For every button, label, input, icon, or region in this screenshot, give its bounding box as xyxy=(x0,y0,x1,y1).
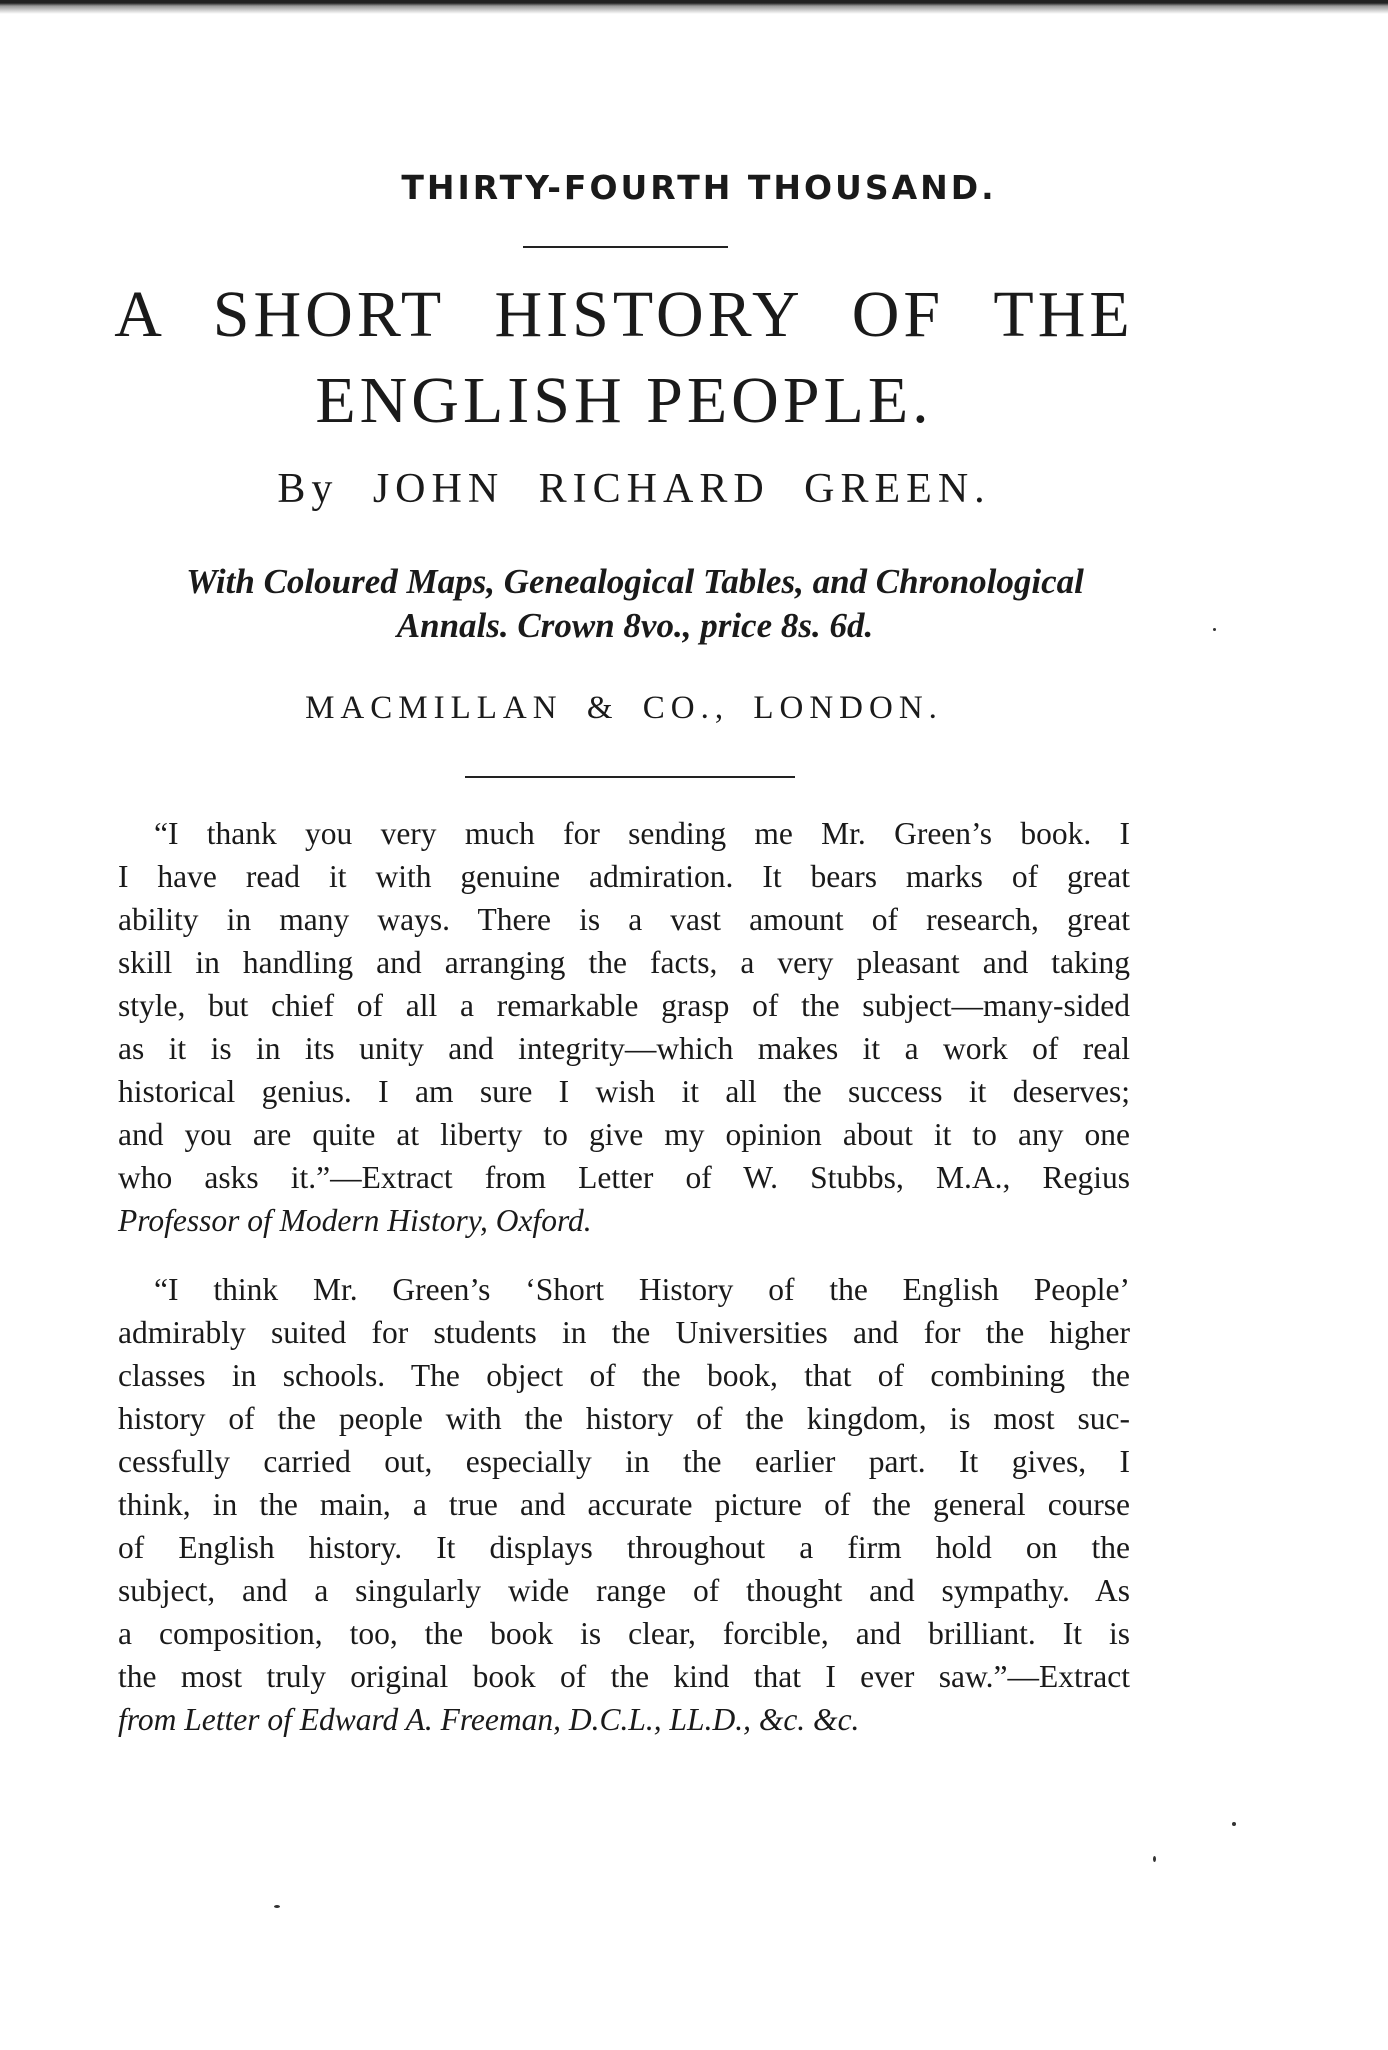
quote-line: as it is in its unity and integrity—which makes it a work of real xyxy=(118,1031,1130,1066)
quote-line: skill in handling and arranging the facts, a very pleasant and taking xyxy=(118,945,1130,980)
quote-line: from Letter of Edward A. Freeman, D.C.L., LL.D., &c. &c. xyxy=(118,1702,860,1737)
publisher-line: MACMILLAN & CO., LONDON. xyxy=(305,690,943,726)
scan-speck xyxy=(1153,1856,1156,1862)
quote-line: I have read it with genuine admiration. It bears marks of great xyxy=(118,859,1130,894)
quote-line: of English history. It displays throughout a firm hold on the xyxy=(118,1530,1130,1565)
quote-line: history of the people with the history of the kingdom, is most suc- xyxy=(118,1401,1130,1436)
quote-line: who asks it.”—Extract from Letter of W. Stubbs, M.A., Regius xyxy=(118,1160,1130,1195)
scan-speck xyxy=(274,1905,280,1908)
book-title xyxy=(0,272,1388,444)
divider-rule xyxy=(465,776,795,778)
quote-line: and you are quite at liberty to give my opinion about it to any one xyxy=(118,1117,1130,1152)
author-line: By JOHN RICHARD GREEN. xyxy=(277,466,991,512)
details-line-2: Annals. Crown 8vo., price 8s. 6d. xyxy=(396,606,874,645)
quote-line: ability in many ways. There is a vast amount of research, great xyxy=(118,902,1130,937)
title-line-2: ENGLISH PEOPLE. xyxy=(315,364,933,437)
edition-heading: THIRTY-FOURTH THOUSAND. xyxy=(401,168,997,207)
scan-speck xyxy=(1213,628,1216,631)
scan-top-edge xyxy=(0,0,1388,14)
divider-rule xyxy=(523,246,728,248)
quote-line: subject, and a singularly wide range of thought and sympathy. As xyxy=(118,1573,1130,1608)
quote-line: the most truly original book of the kind that I ever saw.”—Extract xyxy=(118,1659,1130,1694)
quote-line: admirably suited for students in the Universities and for the higher xyxy=(118,1315,1130,1350)
quote-line: historical genius. I am sure I wish it all the success it deserves; xyxy=(118,1074,1130,1109)
details-line-1: With Coloured Maps, Genealogical Tables, and Chronological xyxy=(186,562,1084,601)
quote-line: classes in schools. The object of the book, that of combining the xyxy=(118,1358,1130,1393)
quote-line: “I thank you very much for sending me Mr. Green’s book. I xyxy=(154,816,1130,851)
quote-line: “I think Mr. Green’s ‘Short History of the English People’ xyxy=(154,1272,1130,1307)
scan-speck xyxy=(1232,1822,1236,1826)
freeman-testimonial xyxy=(118,1268,1130,1741)
title-line-1: A SHORT HISTORY OF THE xyxy=(114,278,1134,351)
quote-line: think, in the main, a true and accurate picture of the general course xyxy=(118,1487,1130,1522)
stubbs-testimonial xyxy=(118,812,1130,1242)
quote-line: Professor of Modern History, Oxford. xyxy=(118,1203,592,1238)
quote-line: style, but chief of all a remarkable grasp of the subject—many-sided xyxy=(118,988,1130,1023)
book-details xyxy=(110,560,1160,648)
quote-line: a composition, too, the book is clear, forcible, and brilliant. It is xyxy=(118,1616,1130,1651)
quote-line: cessfully carried out, especially in the earlier part. It gives, I xyxy=(118,1444,1130,1479)
